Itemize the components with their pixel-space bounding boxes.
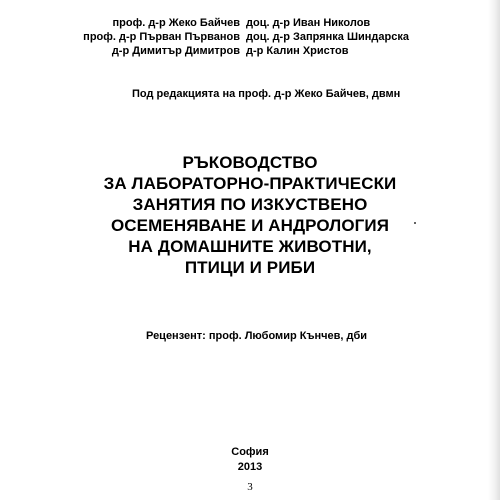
author-row	[0, 44, 500, 58]
author-row	[0, 16, 500, 30]
imprint-city: София	[231, 446, 269, 458]
print-speck	[414, 222, 416, 224]
title-line: ПТИЦИ И РИБИ	[184, 258, 316, 277]
author-name: доц. д-р Запрянка Шиндарска	[246, 31, 409, 43]
page-number: 3	[247, 481, 253, 493]
imprint-year: 2013	[237, 461, 263, 473]
author-name: д-р Калин Христов	[246, 45, 349, 57]
book-title	[0, 152, 500, 278]
title-line: ЗАНЯТИЯ ПО ИЗКУСТВЕНО	[132, 195, 368, 214]
title-line: НА ДОМАШНИТЕ ЖИВОТНИ,	[128, 237, 372, 256]
title-line: ОСЕМЕНЯВАНЕ И АНДРОЛОГИЯ	[110, 216, 390, 235]
author-row	[0, 30, 500, 44]
page-edge-shadow	[488, 0, 500, 500]
reviewer-line: Рецензент: проф. Любомир Кънчев, дби	[146, 330, 368, 342]
editor-line: Под редакцията на проф. д-р Жеко Байчев, двмн	[132, 88, 401, 100]
title-line: РЪКОВОДСТВО	[182, 153, 318, 172]
author-name: проф. д-р Жеко Байчев	[112, 17, 240, 29]
authors-block	[0, 16, 500, 58]
author-name: доц. д-р Иван Николов	[246, 17, 371, 29]
author-name: проф. д-р Първан Първанов	[83, 31, 240, 43]
title-line: ЗА ЛАБОРАТОРНО-ПРАКТИЧЕСКИ	[103, 174, 397, 193]
author-name: д-р Димитър Димитров	[111, 45, 240, 57]
